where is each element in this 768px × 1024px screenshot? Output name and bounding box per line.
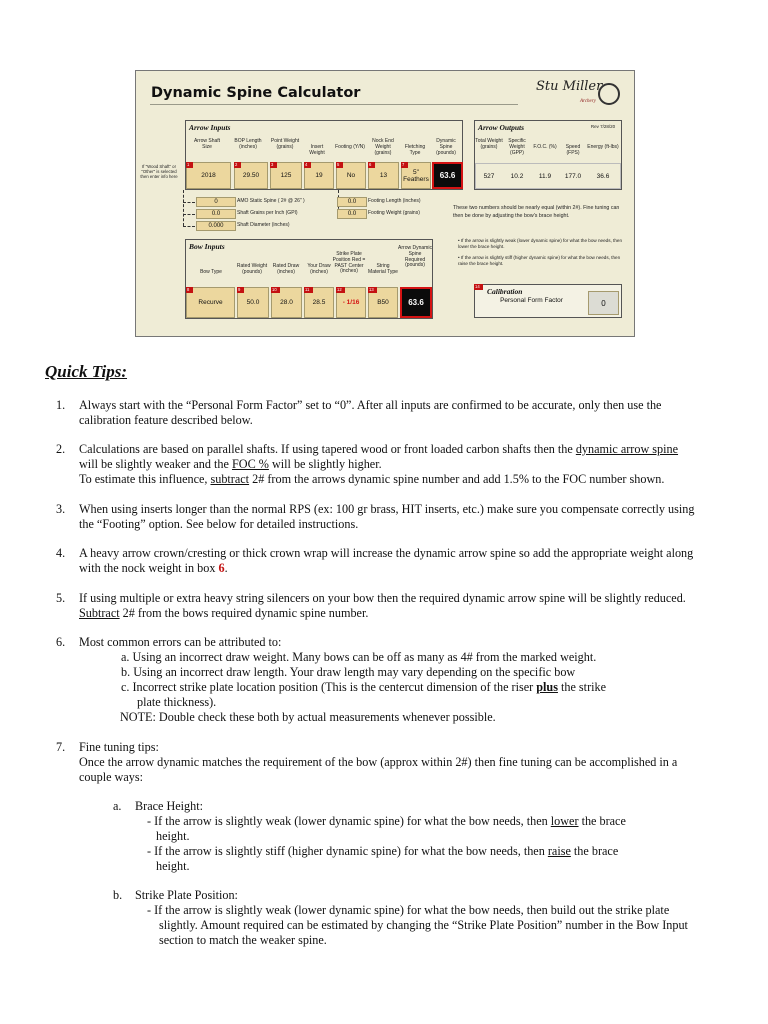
tip-text-underlined: lower [550,814,579,828]
wood-shaft-note: If "Wood Shaft" or "Other" is selected then enter info here [140,164,178,180]
tip-text-part: will be slightly weaker and the [79,457,232,471]
tip-text-part: c. Incorrect strike plate location position (This is the centercut dimension of the riser [121,680,537,694]
tip-text: height. [156,859,190,873]
list-number: 7. [56,740,66,754]
col-header: Rated Weight (pounds) [236,263,268,275]
shaft-diameter-label: Shaft Diameter (inches) [237,222,290,228]
col-header: Speed (FPS) [565,144,581,156]
brace-bullet-text: If the arrow is slightly weak (lower dynamic spine) for what the bow needs, then lower the brace height. [458,238,623,249]
connector-line [183,202,195,203]
tip-subitem: b. Using an incorrect draw length. Your draw length may vary depending on the specific bow [121,665,576,679]
input-number-badge: 11 [304,287,313,293]
tip-subitem [121,680,606,695]
tip-text: height. [156,829,190,843]
tip-text-part: the strike [557,680,607,694]
required-spine-output: 63.6 [400,287,432,318]
tip-text-emphasis: plus [536,680,558,694]
tip-text: calibration feature described below. [79,413,253,427]
your-draw-input[interactable]: 28.5 [304,287,334,318]
tip-text-underlined: Subtract [79,606,120,620]
footing-weight-input[interactable]: 0.0 [337,209,367,219]
footing-length-label: Footing Length (inches) [368,198,421,204]
quick-tips-heading: Quick Tips: [45,362,128,381]
shaft-gpi-label: Shaft Grains per Inch (GPI) [237,210,298,216]
footing-weight-label: Footing Weight (grains) [368,210,420,216]
tip-text [147,814,626,829]
brace-bullet: • If the arrow is slightly weak (lower dynamic spine) for what the bow needs, then lower the brace height. [458,238,623,249]
input-number-badge: 8 [186,287,193,293]
list-number: 5. [56,591,66,605]
bow-inputs-heading: Bow Inputs [189,242,225,251]
tip-text-part: To estimate this influence, [79,472,211,486]
outputs-note: These two numbers should be nearly equal (within 2#). Fine tuning can then be done by adjusting the bow's brace height. [453,205,620,219]
dynamic-spine-output: 63.6 [432,162,463,189]
col-header: Strike Plate Position Red = PAST Center (inches) [332,251,366,275]
col-header: String Material Type [368,263,398,275]
tip-subitem: a. Using an incorrect draw weight. Many bows can be off as many as 4# from the marked weight. [121,650,597,664]
tip-text: If using multiple or extra heavy string silencers on your bow then the required dynamic arrow spine will be slightly reduced. [79,591,686,605]
input-number-badge: 6 [368,162,375,168]
col-header: Specific Weight (GPP) [508,138,526,156]
calculator-title: Dynamic Spine Calculator [151,85,361,101]
tip-text [79,561,228,576]
point-weight-input[interactable]: 125 [270,162,302,189]
tip-text-part: - If the arrow is slightly weak (lower dynamic spine) for what the bow needs, then [147,814,551,828]
list-letter: a. [113,799,122,813]
amo-static-spine-label: AMO Static Spine ( 2# @ 26" ) [237,198,305,204]
brace-bullet-text: If the arrow is slightly stiff (higher dynamic spine) for what the bow needs, then raise the brace height. [458,255,621,266]
input-number-badge: 14 [474,284,483,290]
tip-text [79,442,678,457]
col-header: Your Draw (inches) [307,263,331,275]
tip-text: When using inserts longer than the normal RPS (ex: 100 gr brass, HIT inserts, etc.) make sure you compensate correctly using [79,502,695,516]
input-number-badge: 10 [271,287,280,293]
col-header: Arrow Dynamic Spine Required (pounds) [398,245,432,269]
tip-subitem: plate thickness). [137,695,217,709]
total-weight-value: 527 [483,173,495,180]
tip-text-part: the brace [578,814,626,828]
specific-weight-value: 10.2 [510,173,524,180]
tip-text: Always start with the “Personal Form Factor” set to “0”. After all inputs are confirmed to be accurate, only then use the [79,398,662,412]
tip-note: NOTE: Double check these both by actual measurements whenever possible. [120,710,496,724]
footing-input[interactable]: No [336,162,366,189]
list-number: 3. [56,502,66,516]
amo-static-spine-input[interactable]: 0 [196,197,236,207]
tip-text-part: will be slightly higher. [268,457,382,471]
spine-calculator-panel [135,70,635,337]
col-header: Nock End Weight (grains) [372,138,394,156]
tip-text-underlined: subtract [210,472,250,486]
tip-text: the “Footing” option. See below for detailed instructions. [79,517,359,531]
title-rule [150,104,518,105]
list-number: 4. [56,546,66,560]
tip-text-underlined: dynamic arrow spine [575,442,679,456]
footing-length-input[interactable]: 0.0 [337,197,367,207]
input-number-badge: 4 [304,162,311,168]
tip-text-part: the brace [570,844,619,858]
list-number: 6. [56,635,66,649]
signature-swirl-icon [598,83,620,105]
tip-text [79,457,382,472]
col-header: Fletching Type [404,144,426,156]
insert-weight-input[interactable]: 19 [304,162,334,189]
connector-line [183,214,195,215]
tip-text: Once the arrow dynamic matches the requirement of the bow (approx within 2#) then fine tuning can be accomplished in a [79,755,678,769]
tip-text-underlined: FOC % [231,457,269,471]
signature-sub: Archery [580,99,596,104]
signature-logo: Stu Miller [536,79,603,94]
input-number-badge: 1 [186,162,193,168]
tip-text: Fine tuning tips: [79,740,159,754]
bow-type-input[interactable]: Recurve [186,287,235,318]
tip-subheading: Strike Plate Position: [135,888,238,902]
connector-line [183,226,195,227]
list-letter: b. [113,888,123,902]
brace-bullet: • If the arrow is slightly stiff (higher dynamic spine) for what the bow needs, then raise the brace height. [458,255,621,266]
tip-text-part: with the nock weight in box [79,561,219,575]
tip-text: couple ways: [79,770,143,784]
input-number-badge: 2 [234,162,241,168]
arrow-shaft-size-input[interactable]: 2018 [186,162,231,189]
tip-text [79,472,664,487]
input-number-badge: 3 [270,162,277,168]
tip-text-part: 2# from the bows required dynamic spine number. [119,606,369,620]
tip-text-underlined: raise [547,844,571,858]
foc-value: 11.9 [538,173,552,180]
personal-form-factor-input[interactable]: 0 [588,291,619,315]
input-number-badge: 7 [401,162,408,168]
tip-text: - If the arrow is slightly weak (lower dynamic spine) for what the bow needs, then build out the strike plate [147,903,670,917]
arrow-inputs-heading: Arrow Inputs [189,123,231,132]
connector-line [183,190,184,226]
personal-form-factor-label: Personal Form Factor [500,297,563,304]
list-number: 1. [56,398,66,412]
col-header: Energy (ft-lbs) [587,144,619,150]
rated-weight-input[interactable]: 50.0 [237,287,269,318]
strike-plate-input[interactable]: - 1/16 [336,287,366,318]
nock-end-weight-input[interactable]: 13 [368,162,399,189]
shaft-gpi-input[interactable]: 0.0 [196,209,236,219]
input-number-badge: 9 [237,287,244,293]
energy-value: 36.6 [596,173,610,180]
col-header: Total Weight (grains) [475,138,503,150]
arrow-outputs-heading: Arrow Outputs [478,123,525,132]
box-reference: 6 [218,561,225,575]
tip-text-part: - If the arrow is slightly stiff (higher dynamic spine) for what the bow needs, then [147,844,548,858]
tip-text-part: 2# from the arrows dynamic spine number and add 1.5% to the FOC number shown. [249,472,665,486]
bop-length-input[interactable]: 29.50 [234,162,268,189]
col-header: Insert Weight [309,144,325,156]
tip-text-part: Calculations are based on parallel shafts. If using tapered wood or front loaded carbon shafts then the [79,442,576,456]
fletching-type-input[interactable]: 5" Feathers [401,162,431,189]
input-number-badge: 5 [336,162,343,168]
list-number: 2. [56,442,66,456]
tip-text: slightly. Amount required can be estimated by changing the “Strike Plate Position” number in the Bow Input [159,918,688,932]
rated-draw-input[interactable]: 28.0 [271,287,302,318]
col-header: Rated Draw (inches) [272,263,300,275]
col-header: Point Weight (grains) [270,138,300,150]
tip-text [147,844,618,859]
col-header: BOP Length (inches) [234,138,262,150]
tip-text: A heavy arrow crown/cresting or thick crown wrap will increase the dynamic arrow spine so add the appropriate weight along [79,546,694,560]
col-header: Dynamic Spine (pounds) [436,138,456,156]
speed-value: 177.0 [564,173,582,180]
col-header: Footing (Y/N) [335,144,365,150]
col-header: Bow Type [200,269,222,275]
tip-subheading: Brace Height: [135,799,204,813]
tip-text [79,606,368,621]
col-header: Arrow Shaft Size [193,138,221,150]
input-number-badge: 12 [336,287,345,293]
calibration-heading: Calibration [487,287,523,296]
col-header: F.O.C. (%) [533,144,557,150]
input-number-badge: 13 [368,287,377,293]
shaft-diameter-input[interactable]: 0.000 [196,221,236,231]
revision-date: Rev 7/28/20 [590,124,616,129]
string-material-input[interactable]: B50 [368,287,398,318]
tip-text: section to match the weaker spine. [159,933,327,947]
tip-text-part: . [224,561,228,575]
tip-text: Most common errors can be attributed to: [79,635,282,649]
